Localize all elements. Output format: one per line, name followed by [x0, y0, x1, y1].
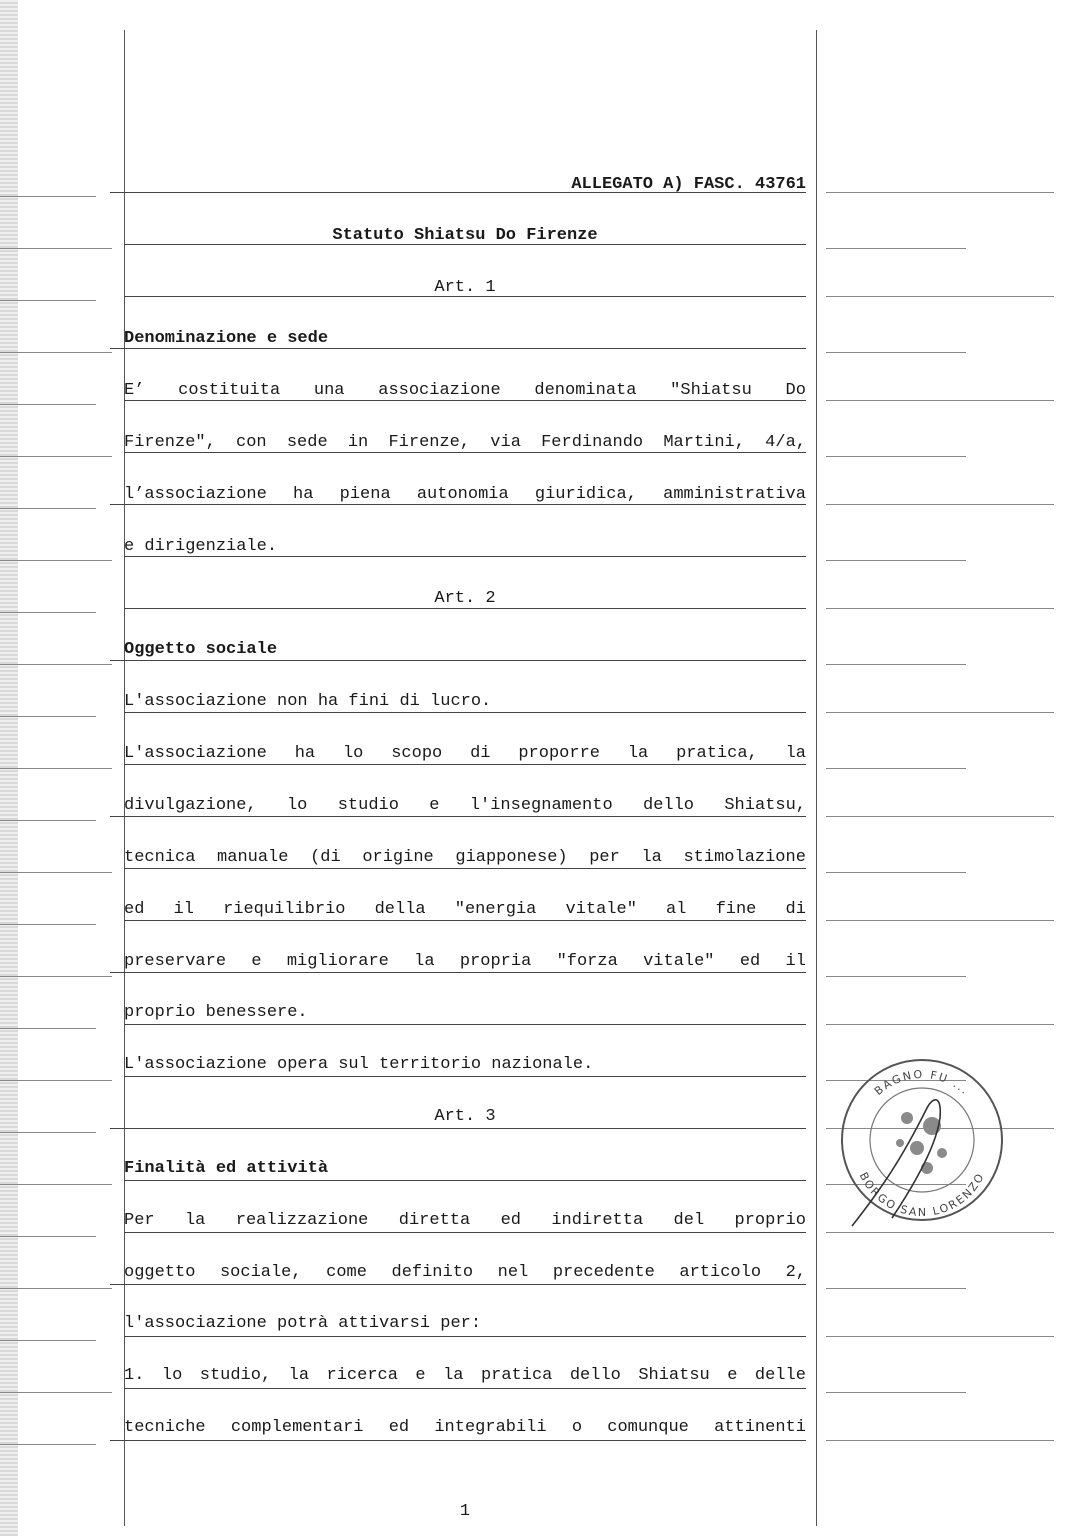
ruled-line — [124, 1388, 806, 1389]
margin-ruled-line — [826, 1288, 966, 1289]
word: associazione — [378, 381, 501, 400]
word: la — [184, 1211, 206, 1230]
word: amministrativa — [663, 485, 806, 504]
art2-line-7: proprio benessere. — [124, 1003, 308, 1022]
word: una — [313, 381, 345, 400]
margin-ruled-line — [826, 920, 1054, 921]
left-ruled-line — [0, 1132, 96, 1133]
word: diretta — [398, 1211, 471, 1230]
ruled-line — [124, 1180, 806, 1181]
art1-line-3 — [124, 484, 806, 506]
left-ruled-line — [0, 924, 96, 925]
word: costituita — [178, 381, 281, 400]
ruled-line — [124, 1024, 806, 1025]
art3-line-3: l'associazione potrà attivarsi per: — [124, 1314, 482, 1333]
art3-line-1 — [124, 1210, 806, 1232]
word: via — [490, 433, 521, 452]
margin-ruled-line — [826, 1232, 1054, 1233]
word: L'associazione — [124, 744, 267, 763]
word: 1. — [124, 1366, 145, 1385]
word: l’associazione — [124, 485, 267, 504]
art2-line-4 — [124, 847, 806, 869]
word: propria — [459, 952, 532, 971]
document-title: Statuto Shiatsu Do Firenze — [332, 226, 598, 245]
art1-line-2 — [124, 432, 806, 454]
word: indiretta — [551, 1211, 644, 1230]
word: Firenze, — [388, 433, 471, 452]
margin-ruled-line — [826, 456, 966, 457]
word: integrabili — [434, 1418, 547, 1437]
art2-line-1: L'associazione non ha fini di lucro. — [124, 692, 492, 711]
word: Martini, — [663, 433, 745, 452]
word: e — [415, 1366, 426, 1385]
left-ruled-line — [0, 1288, 112, 1289]
word: o — [571, 1418, 583, 1437]
margin-ruled-line — [826, 352, 966, 353]
word: studio — [337, 796, 399, 815]
margin-ruled-line — [826, 816, 1054, 817]
art2-line-5 — [124, 899, 806, 921]
word: "energia — [454, 900, 537, 919]
margin-ruled-line — [826, 1024, 1054, 1025]
margin-ruled-line — [826, 712, 1054, 713]
word: la — [627, 744, 649, 763]
word: e — [429, 796, 440, 815]
left-ruled-line — [0, 1028, 96, 1029]
word: lo — [286, 796, 308, 815]
word: sociale, — [219, 1263, 302, 1282]
art1-line-4: e dirigenziale. — [124, 537, 278, 556]
margin-ruled-line — [826, 400, 1054, 401]
word: attinenti — [714, 1418, 806, 1437]
word: fine — [715, 900, 757, 919]
word: origine — [362, 848, 434, 867]
margin-ruled-line — [826, 504, 1054, 505]
word: e — [727, 1366, 738, 1385]
art1-subtitle: Denominazione e sede — [124, 329, 329, 348]
word: complementari — [230, 1418, 364, 1437]
word: sede — [286, 433, 328, 452]
word: "forza — [556, 952, 618, 971]
word: per — [589, 848, 620, 867]
art2-heading: Art. 2 — [434, 589, 496, 608]
margin-ruled-line — [826, 1440, 1054, 1441]
ruled-line — [124, 1232, 806, 1233]
word: di — [470, 744, 491, 763]
notary-seal-stamp — [832, 1048, 1012, 1228]
word: vitale" — [565, 900, 637, 919]
left-ruled-line — [0, 404, 96, 405]
word: Ferdinando — [541, 433, 644, 452]
word: con — [236, 433, 267, 452]
art3-line-4 — [124, 1365, 806, 1387]
word: denominata — [534, 381, 637, 400]
word: stimolazione — [683, 848, 806, 867]
art2-line-8: L'associazione opera sul territorio nazionale. — [124, 1055, 594, 1074]
left-ruled-line — [0, 1340, 96, 1341]
ruled-line — [110, 1128, 806, 1129]
art3-subtitle: Finalità ed attività — [124, 1159, 329, 1178]
word: (di — [310, 848, 341, 867]
word: ed — [388, 1418, 410, 1437]
margin-line-right — [816, 30, 817, 1526]
word: lo — [161, 1366, 183, 1385]
word: realizzazione — [235, 1211, 369, 1230]
left-ruled-line — [0, 716, 96, 717]
margin-ruled-line — [826, 872, 966, 873]
left-ruled-line — [0, 664, 112, 665]
margin-line-left — [124, 30, 125, 1526]
left-ruled-line — [0, 1184, 112, 1185]
word: la — [785, 744, 806, 763]
ruled-line — [124, 1076, 806, 1077]
word: lo — [342, 744, 364, 763]
word: E’ — [124, 381, 145, 400]
word: giuridica, — [534, 485, 637, 504]
left-ruled-line — [0, 352, 112, 353]
art2-line-3 — [124, 795, 806, 817]
word: il — [173, 900, 194, 919]
left-ruled-line — [0, 196, 96, 197]
left-ruled-line — [0, 872, 112, 873]
word: comunque — [607, 1418, 689, 1437]
art2-line-6 — [124, 951, 806, 973]
word: studio, — [199, 1366, 272, 1385]
art1-line-1 — [124, 380, 806, 402]
word: tecniche — [124, 1418, 206, 1437]
word: la — [288, 1366, 310, 1385]
art3-line-2 — [124, 1262, 806, 1284]
left-ruled-line — [0, 612, 96, 613]
word: vitale" — [643, 952, 715, 971]
word: proprio — [734, 1211, 806, 1230]
margin-ruled-line — [826, 608, 1054, 609]
left-ruled-line — [0, 1080, 112, 1081]
word: di — [785, 900, 806, 919]
word: nel — [497, 1263, 529, 1282]
word: ha — [294, 744, 316, 763]
left-ruled-line — [0, 1444, 96, 1445]
word: riequilibrio — [223, 900, 346, 919]
left-ruled-line — [0, 456, 112, 457]
word: preservare — [124, 952, 227, 971]
word: definito — [391, 1263, 474, 1282]
art2-subtitle: Oggetto sociale — [124, 640, 278, 659]
art3-line-5 — [124, 1417, 806, 1439]
art2-line-2 — [124, 743, 806, 765]
left-ruled-line — [0, 976, 112, 977]
word: migliorare — [286, 952, 389, 971]
word: ha — [293, 485, 314, 504]
word: piena — [339, 485, 391, 504]
word: 2, — [785, 1263, 806, 1282]
word: del — [673, 1211, 705, 1230]
word: al — [666, 900, 687, 919]
word: pratica, — [676, 744, 758, 763]
word: pratica — [480, 1366, 553, 1385]
ruled-line — [110, 1284, 806, 1285]
word: Per — [124, 1211, 155, 1230]
word: 4/a, — [765, 433, 806, 452]
word: scopo — [391, 744, 443, 763]
margin-ruled-line — [826, 664, 966, 665]
art3-heading: Art. 3 — [434, 1107, 496, 1126]
art1-heading: Art. 1 — [434, 278, 496, 297]
word: manuale — [217, 848, 289, 867]
word: dello — [643, 796, 695, 815]
word: Firenze", — [124, 433, 216, 452]
word: delle — [754, 1366, 806, 1385]
word: la — [443, 1366, 464, 1385]
word: tecnica — [124, 848, 196, 867]
left-ruled-line — [0, 560, 112, 561]
word: il — [785, 952, 806, 971]
word: proporre — [518, 744, 600, 763]
margin-ruled-line — [826, 248, 966, 249]
word: dello — [569, 1366, 621, 1385]
word: Do — [785, 381, 806, 400]
left-ruled-line — [0, 1392, 112, 1393]
word: della — [374, 900, 426, 919]
word: e — [251, 952, 262, 971]
word: in — [347, 433, 369, 452]
word: divulgazione, — [124, 796, 257, 815]
stamp-top-text: BAGNO FU ... — [871, 1067, 973, 1098]
margin-ruled-line — [826, 560, 966, 561]
left-ruled-line — [0, 300, 96, 301]
stamp-bottom-text: BORGO SAN LORENZO — [856, 1170, 988, 1220]
document-header: ALLEGATO A) FASC. 43761 — [571, 175, 806, 194]
word: la — [414, 952, 435, 971]
margin-ruled-line — [826, 1392, 966, 1393]
word: giapponese) — [455, 848, 568, 867]
word: Shiatsu, — [724, 796, 806, 815]
margin-ruled-line — [826, 768, 966, 769]
word: articolo — [679, 1263, 762, 1282]
word: ed — [739, 952, 761, 971]
left-ruled-line — [0, 508, 96, 509]
left-ruled-line — [0, 1236, 96, 1237]
margin-ruled-line — [826, 192, 1054, 193]
word: "Shiatsu — [670, 381, 752, 400]
word: autonomia — [416, 485, 509, 504]
margin-ruled-line — [826, 296, 1054, 297]
word: l'insegnamento — [469, 796, 613, 815]
svg-text:BAGNO FU ... — [872, 1068, 972, 1098]
margin-ruled-line — [826, 1336, 1054, 1337]
left-ruled-line — [0, 248, 112, 249]
word: ricerca — [326, 1366, 398, 1385]
page-number: 1 — [459, 1502, 471, 1521]
margin-ruled-line — [826, 976, 966, 977]
word: ed — [500, 1211, 521, 1230]
ruled-line — [124, 1336, 806, 1337]
word: Shiatsu — [638, 1366, 710, 1385]
left-ruled-line — [0, 820, 96, 821]
ruled-line — [110, 1440, 806, 1441]
word: oggetto — [124, 1263, 196, 1282]
word: come — [326, 1263, 367, 1282]
word: precedente — [552, 1263, 655, 1282]
left-ruled-line — [0, 768, 112, 769]
word: la — [641, 848, 662, 867]
word: ed — [124, 900, 145, 919]
